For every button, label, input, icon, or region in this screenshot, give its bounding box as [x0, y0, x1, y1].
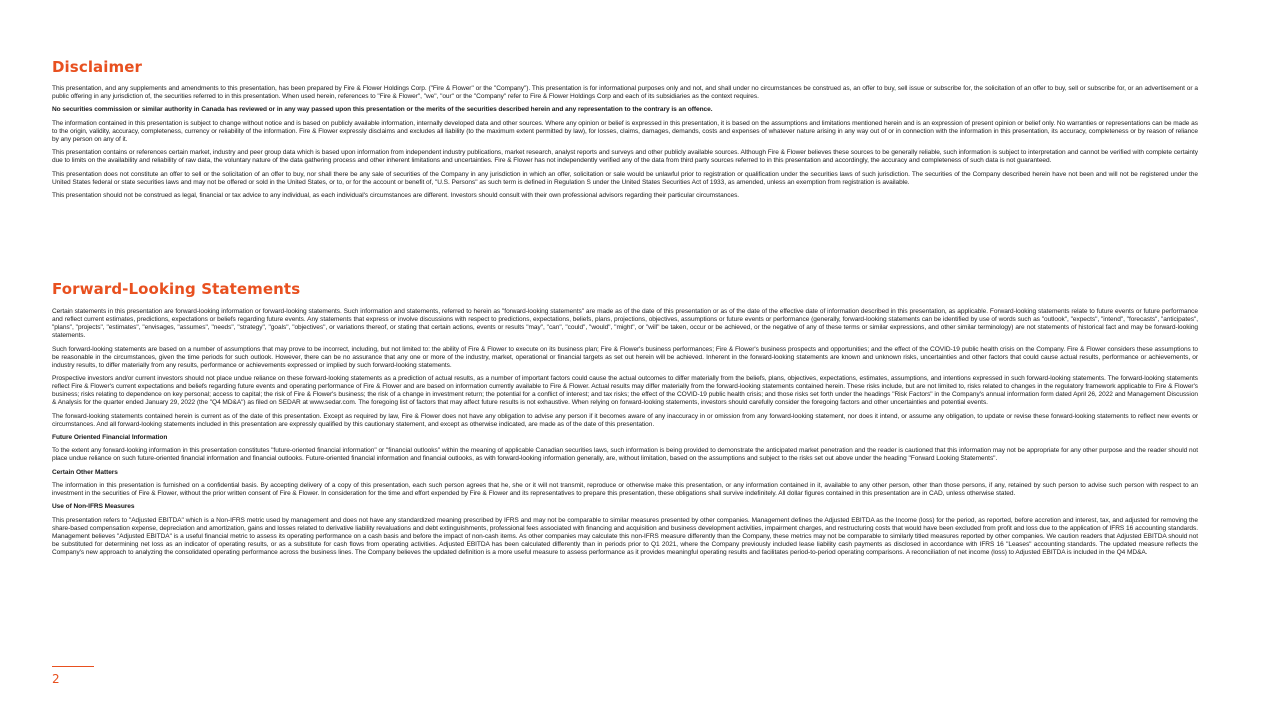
disclaimer-paragraph-bold: No securities commission or similar authority in Canada has reviewed or in any way passed upon this presentation or the merits of the securities described herein and any representation to the contrary is an offence.: [52, 106, 713, 114]
fls-paragraph: To the extent any forward-looking information in this presentation constitutes "future-oriented financial information" or "financial outlooks" within the meaning of applicable Canadian securities laws, such information is being provided to demonstrate the anticipated market penetration and the reader is cautioned that this information may not be appropriate for any other purpose and the reader should not place undue reliance on such future-oriented financial information and financial outlooks. Future-oriented financial information and financial outlooks, as with forward-looking information generally, are, without limitation, based on the assumptions and subject to the risks set out above under the heading "Forward Looking Statements".: [52, 447, 1198, 463]
fls-paragraph: The forward-looking statements contained herein is current as of the date of this presentation. Except as required by law, Fire & Flower does not have any obligation to advise any person if it becomes aware of any inaccuracy in or omission from any forward-looking statement, nor does it intend, or assume any obligation, to update or revise these forward-looking statements to reflect new events or circumstances. And all forward-looking statements included in this presentation are expressly qualified by this cautionary statement, and except as otherwise indicated, are made as of the date of this presentation.: [52, 412, 1198, 428]
future-oriented-subheading: Future Oriented Financial Information: [52, 433, 168, 441]
disclaimer-paragraph: This presentation, and any supplements and amendments to this presentation, has been prepared by Fire & Flower Holdings Corp. ("Fire & Flower" or the "Company"). This presentation is for informational purposes only and not, and shall under no circumstances be construed as, an offer to buy, sell issue or subscribe for, the solicitation of an offer to buy, sell or subscribe for, or an advertisement or a public offering in any jurisdiction of, the securities referred to in this presentation. When used herein, references to "Fire & Flower", "we", "our" or the "Company" refer to Fire & Flower Holdings Corp and each of its subsidiaries as the context requires.: [52, 85, 1198, 101]
forward-looking-heading: Forward-Looking Statements: [52, 280, 301, 298]
fls-paragraph: Prospective investors and/or current investors should not place undue reliance on these forward-looking statements as a prediction of actual results, as a number of important factors could cause the actual outcomes to differ materially from the beliefs, plans, objectives, expectations, estimates, assumptions, and intentions expressed in such forward-looking statements. The forward-looking statements reflect Fire & Flower's current expectations and beliefs regarding future events and operating performance of Fire & Flower and are based on information currently available to Fire & Flower. Actual results may differ materially from the forward-looking statements contained herein. These risks include, but are not limited to, risks related to changes in the regulatory framework applicable to Fire & Flower's business; risks relating to dependence on key personal; access to capital; the risk of Fire & Flower's business; the risk of a change in investment return; the potential for a conflict of interest; and tax risks; the effect of the COVID-19 public health crisis; and those risks set forth under the headings "Risk Factors" in the Company's annual information form dated April 26, 2022 and Management Discussion & Analysis for the quarter ended January 29, 2022 (the "Q4 MD&A") as filed on SEDAR at www.sedar.com. The foregoing list of factors that may affect future results is not exhaustive. When relying on forward-looking statements, investors should carefully consider the foregoing factors and other uncertainties and potential events.: [52, 375, 1198, 407]
footer-divider: [52, 666, 94, 667]
disclaimer-paragraph: The information contained in this presentation is subject to change without notice and is based on publicly available information, internally developed data and other sources. Where any opinion or belief is expressed in this presentation, it is based on the assumptions and limitations mentioned herein and is an expression of present opinion or belief only. No warranties or representations can be made as to the origin, validity, accuracy, completeness, currency or reliability of the information. Fire & Flower expressly disclaims and excludes all liability (to the maximum extent permitted by law), for losses, claims, damages, demands, costs and expenses of whatever nature arising in any way out of or in connection with the information in this presentation, its accuracy, completeness or by reason of reliance by any person on any of it.: [52, 119, 1198, 143]
fls-paragraph: Such forward-looking statements are based on a number of assumptions that may prove to be incorrect, including, but not limited to: the ability of Fire & Flower to execute on its business plan; Fire & Flower's business performances; Fire & Flower's business prospects and opportunities; and the effect of the COVID-19 public health crisis on the Company. Fire & Flower considers these assumptions to be reasonable in the circumstances, given the time periods for such outlook. However, there can be no assurance that any one or more of the industry, market, operational or financial targets as set out herein will be achieved. Inherent in the forward-looking statements are known and unknown risks, uncertainties and other factors that could cause actual results, performance or achievements, or industry results, to differ materially from any results, performance or achievements expressed or implied by such forward-looking statements.: [52, 345, 1198, 369]
disclaimer-paragraph: This presentation contains or references certain market, industry and peer group data which is based upon information from independent industry publications, market research, analyst reports and surveys and other publicly available sources. Although Fire & Flower believes these sources to be generally reliable, such information is subject to interpretation and cannot be verified with complete certainty due to limits on the availability and reliability of raw data, the voluntary nature of the data gathering process and other inherent limitations and uncertainties. Fire & Flower has not independently verified any of the data from third party sources referred to in this presentation and accordingly, the accuracy and completeness of such data is not guaranteed.: [52, 149, 1198, 165]
disclaimer-paragraph: This presentation should not be construed as legal, financial or tax advice to any individual, as each individual's circumstances are different. Investors should consult with their own professional advisors regarding their particular circumstances.: [52, 191, 740, 199]
disclaimer-paragraph: This presentation does not constitute an offer to sell or the solicitation of an offer to buy, nor shall there be any sale of securities of the Company in any jurisdiction in which an offer, solicitation or sale would be unlawful prior to registration or qualification under the securities laws of such jurisdiction. The securities of the Company described herein have not been and will not be registered under the United States federal or state securities laws and may not be offered or sold in the United States, or to, or for the account or benefit of, "U.S. Persons" as such term is defined in Regulation S under the United States Securities Act of 1933, as amended, unless an exemption from registration is available.: [52, 170, 1198, 186]
disclaimer-heading: Disclaimer: [52, 58, 143, 76]
fls-paragraph: Certain statements in this presentation are forward-looking information or forward-looking statements. Such information and statements, referred to herein as "forward-looking statements" are made as of the date of this presentation or as of the date of the effective date of information described in this presentation, as applicable. Forward-looking statements relate to future events or future performance and reflect current estimates, predictions, expectations or beliefs regarding future events. Any statements that express or involve discussions with respect to predictions, expectations, beliefs, plans, projections, objectives, assumptions or future events or performance (generally, forward-looking statements can be identified by use of words such as "outlook", "expects", "intend", "forecasts", "anticipates", "plans", "projects", "estimates", "envisages, "assumes", "needs", "strategy", "goals", "objectives", or variations thereof, or stating that certain actions, events or results "may", "can", "could", "would", "might", or "will" be taken, occur or be achieved, or the negative of any of these terms or similar expressions, and other similar terminology) are not statements of historical fact and may be forward-looking statements.: [52, 308, 1198, 340]
forward-looking-body: [52, 308, 1198, 562]
other-matters-subheading: Certain Other Matters: [52, 468, 118, 476]
non-ifrs-subheading: Use of Non-IFRS Measures: [52, 503, 135, 511]
fls-paragraph: This presentation refers to "Adjusted EBITDA" which is a Non-IFRS metric used by management and does not have any standardized meaning prescribed by IFRS and may not be comparable to similar measures presented by other companies. Management defines the Adjusted EBITDA as the Income (loss) for the period, as reported, before accretion and interest, tax, and adjusted for removing the share-based compensation expense, depreciation and amortization, gains and losses related to derivative liability revaluations and debt extinguishments, professional fees associated with financing and acquisition and business development activities, impairment charges, and restructuring costs that would have been excluded from profit and loss due to the application of IFRS 16 accounting standards. Management believes "Adjusted EBITDA" is a useful financial metric to assess its operating performance on a cash basis and before the impact of non-cash items. As other companies may calculate this non-IFRS measure differently than the Company, these metrics may not be comparable to similarly titled measures reported by other companies. We caution readers that Adjusted EBITDA should not be substituted for determining net loss as an indicator of operating results, or as a substitute for cash flows from operating activities. Adjusted EBITDA has been calculated differently than in periods prior to Q1 2021, where the Company previously included lease liability cash payments as disclosed in accordance with IFRS 16 "Leases" accounting standards. The updated measure reflects the Company's new approach to analyzing the consolidated operating performance across the business lines. The Company believes the updated definition is a more useful measure to assess performance as it provides meaningful operating results and facilitates period-to-period operating comparisons. A reconciliation of net income (loss) to Adjusted EBITDA is included in the Q4 MD&A.: [52, 516, 1198, 556]
fls-paragraph: The information in this presentation is furnished on a confidential basis. By accepting delivery of a copy of this presentation, each such person agrees that he, she or it will not transmit, reproduce or otherwise make this presentation, or any information contained in it, available to any other person, other than those persons, if any, retained by such person to advise such person with respect to an investment in the securities of Fire & Flower, without the prior written consent of Fire & Flower. In consideration for the time and effort expended by Fire & Flower and its representatives to prepare this presentation, these obligations shall survive indefinitely. All dollar figures contained in this presentation are in CAD, unless otherwise stated.: [52, 481, 1198, 497]
page-number: 2: [52, 672, 60, 686]
disclaimer-body: [52, 85, 1198, 205]
